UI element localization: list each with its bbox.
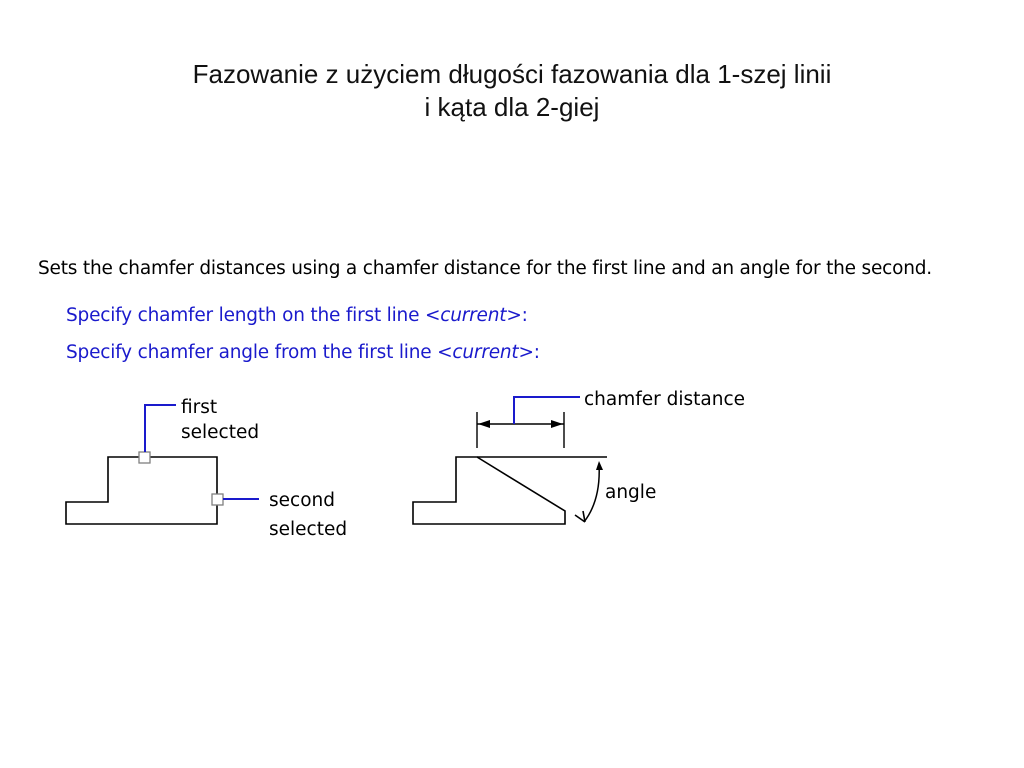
first-pickbox <box>139 452 150 463</box>
angle-label: angle <box>605 482 657 503</box>
angle-arc <box>584 464 599 522</box>
second-label-line-2: selected <box>269 519 348 540</box>
left-diagram <box>66 397 347 540</box>
prompt-text: Specify chamfer angle from the first line < <box>66 342 453 363</box>
angle-arrow-top <box>596 461 603 470</box>
title-line-2: i kąta dla 2-giej <box>424 92 600 122</box>
first-leader-line <box>145 405 176 452</box>
prompt-current: current <box>440 305 507 326</box>
dimension-arrow-left <box>478 420 490 428</box>
description-text: Sets the chamfer distances using a chamfer distance for the first line and an angle for the second. <box>38 258 932 279</box>
second-label-line-1: second <box>269 490 335 511</box>
prompt-suffix: >: <box>518 342 540 363</box>
right-diagram <box>413 389 745 524</box>
angle-arrow-bottom <box>575 511 585 522</box>
prompt-text: Specify chamfer length on the first line < <box>66 305 441 326</box>
stepped-shape-outline <box>66 457 217 524</box>
first-label-line-2: selected <box>181 422 260 443</box>
chamfered-shape-outline <box>413 457 565 524</box>
distance-leader-line <box>514 397 580 424</box>
second-pickbox <box>212 494 223 505</box>
dimension-arrow-right <box>551 420 563 428</box>
distance-label: chamfer distance <box>584 389 746 410</box>
prompt-current: current <box>452 342 519 363</box>
title-line-1: Fazowanie z użyciem długości fazowania dla 1-szej linii <box>192 59 832 89</box>
prompt-suffix: >: <box>506 305 528 326</box>
first-label-line-1: first <box>181 397 218 418</box>
